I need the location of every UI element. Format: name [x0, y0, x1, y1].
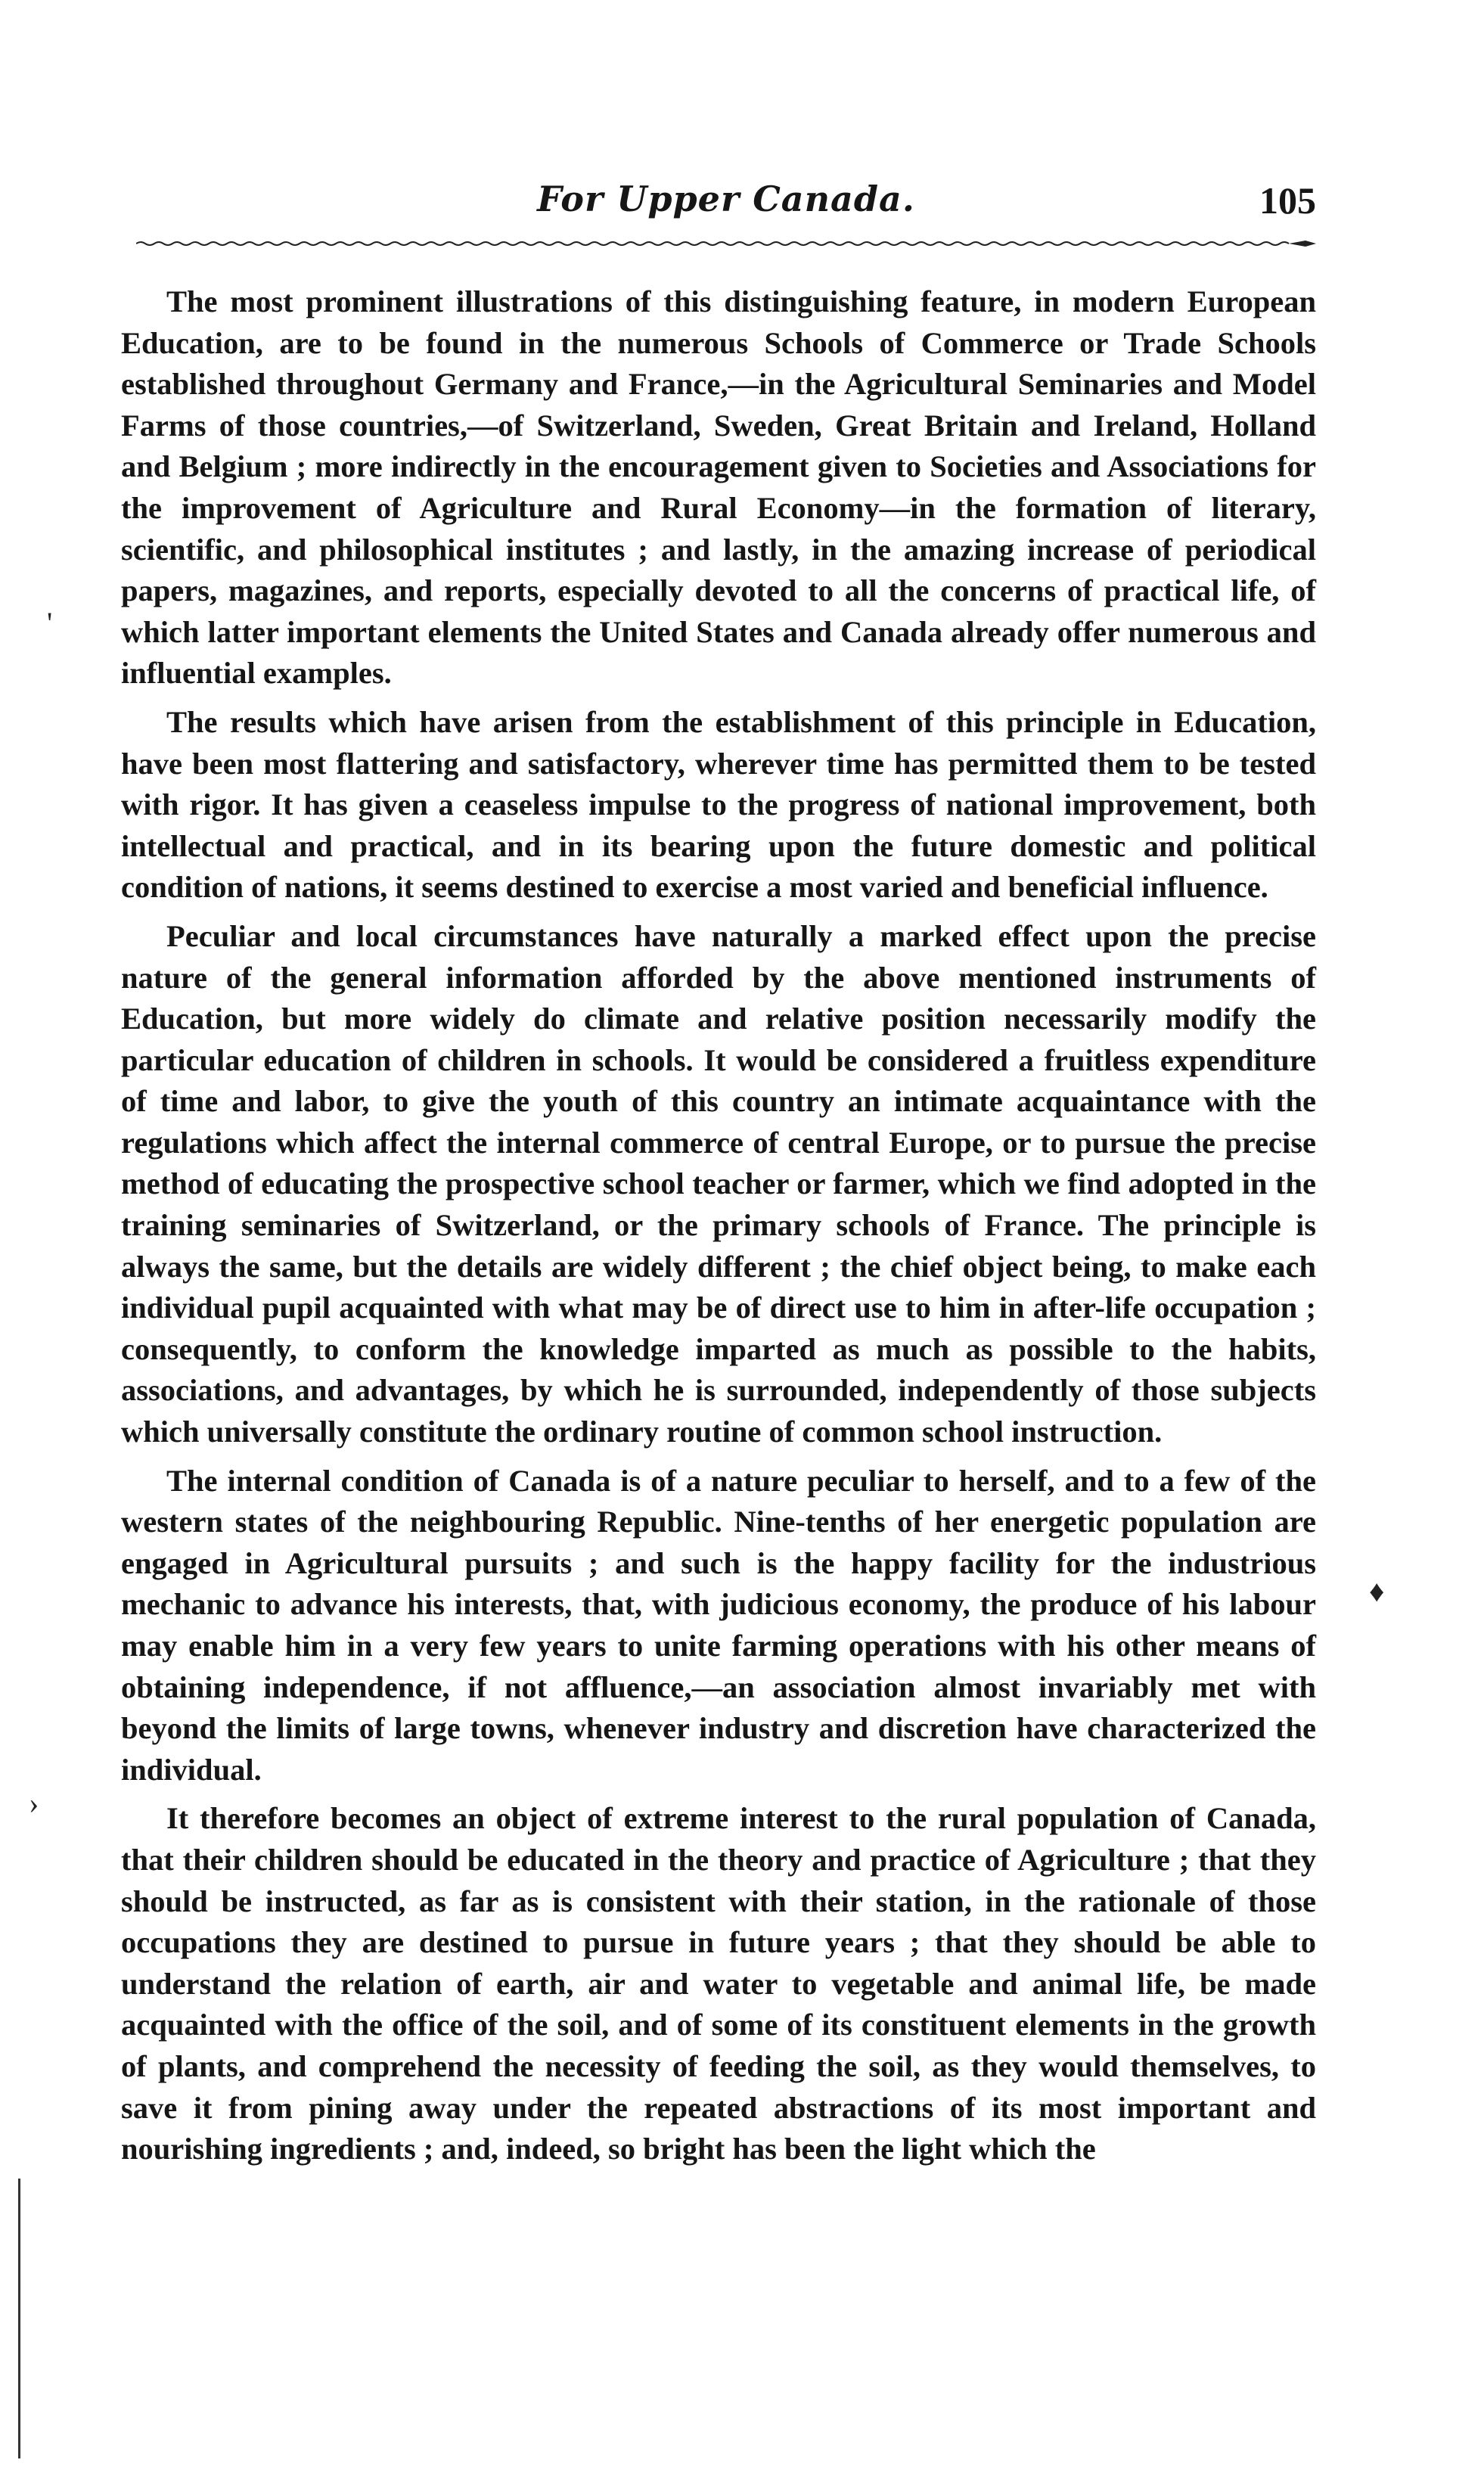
running-head: [136, 179, 1316, 239]
paragraph-1: The most prominent illustrations of this distinguishing feature, in modern European Education, are to be found in the numerous Schools of Commerce or Trade Schools established throughout Germany and France,—in the Agricultural Seminaries and Model Farms of those countries,—of Switzerland, Sweden, Great Britain and Ireland, Holland and Belgium ; more indirectly in the encouragement given to Societies and Associations for the improvement of Agriculture and Rural Economy—in the formation of literary, scientific, and philosophical institutes ; and lastly, in the amazing increase of periodical papers, magazines, and reports, especially devoted to all the concerns of practical life, of which latter important elements the United States and Canada already offer numerous and influential examples.: [121, 284, 1316, 691]
paragraph-5: It therefore becomes an object of extreme interest to the rural population of Canada, that their children should be educated in the theory and practice of Agriculture ; that they should be instructed, as far as is consistent with their station, in the rationale of those occupations they are destined to pursue in future years ; that they should be able to understand the relation of earth, air and water to vegetable and animal life, be made acquainted with the office of the soil, and of some of its constituent elements in the growth of plants, and comprehend the necessity of feeding the soil, as they would themselves, to save it from pining away under the repeated abstractions of its most important and nourishing ingredients ; and, indeed, so bright has been the light which the: [121, 1801, 1316, 2166]
paragraph-4: The internal condition of Canada is of a nature peculiar to herself, and to a few of the western states of the neighbouring Republic. Nine-tenths of her energetic population are engaged in Agricultural pursuits ; and such is the happy facility for the industrious mechanic to advance his interests, that, with judicious economy, the produce of his labour may enable him in a very few years to unite farming operations with his other means of obtaining independence, if not affluence,—an association almost invariably met with beyond the limits of large towns, whenever industry and discretion have characterized the individual.: [121, 1463, 1316, 1787]
paragraph-2: The results which have arisen from the establishment of this principle in Education, have been most flattering and satisfactory, wherever time has permitted them to be tested with rigor. It has given a ceaseless impulse to the progress of national improvement, both intellectual and practical, and in its bearing upon the future domestic and political condition of nations, it seems destined to exercise a most varied and beneficial influence.: [121, 704, 1316, 905]
left-binding-edge: [18, 2179, 20, 2458]
page-number: 105: [1259, 179, 1316, 222]
margin-tick-right: ♦: [1369, 1574, 1385, 1608]
body-text: [121, 281, 1316, 2178]
margin-tick-left: ': [47, 606, 53, 640]
margin-chevron-left: ›: [29, 1786, 39, 1820]
paragraph-3: Peculiar and local circumstances have naturally a marked effect upon the precise nature of the general information afforded by the above mentioned instruments of Education, but more widely do climate and relative position necessarily modify the particular education of children in schools. It would be considered a fruitless expenditure of time and labor, to give the youth of this country an intimate acquaintance with the regulations which affect the internal commerce of central Europe, or to pursue the precise method of educating the prospective school teacher or farmer, which we find adopted in the training seminaries of Switzerland, or the primary schools of France. The principle is always the same, but the details are widely different ; the chief object being, to make each individual pupil acquainted with what may be of direct use to him in after-life occupation ; consequently, to conform the knowledge imparted as much as possible to the habits, associations, and advantages, by which he is surrounded, independently of those subjects which universally constitute the ordinary routine of common school instruction.: [121, 918, 1316, 1449]
header-ornamental-rule: [136, 241, 1316, 247]
running-title: For Upper Canada.: [537, 179, 915, 219]
